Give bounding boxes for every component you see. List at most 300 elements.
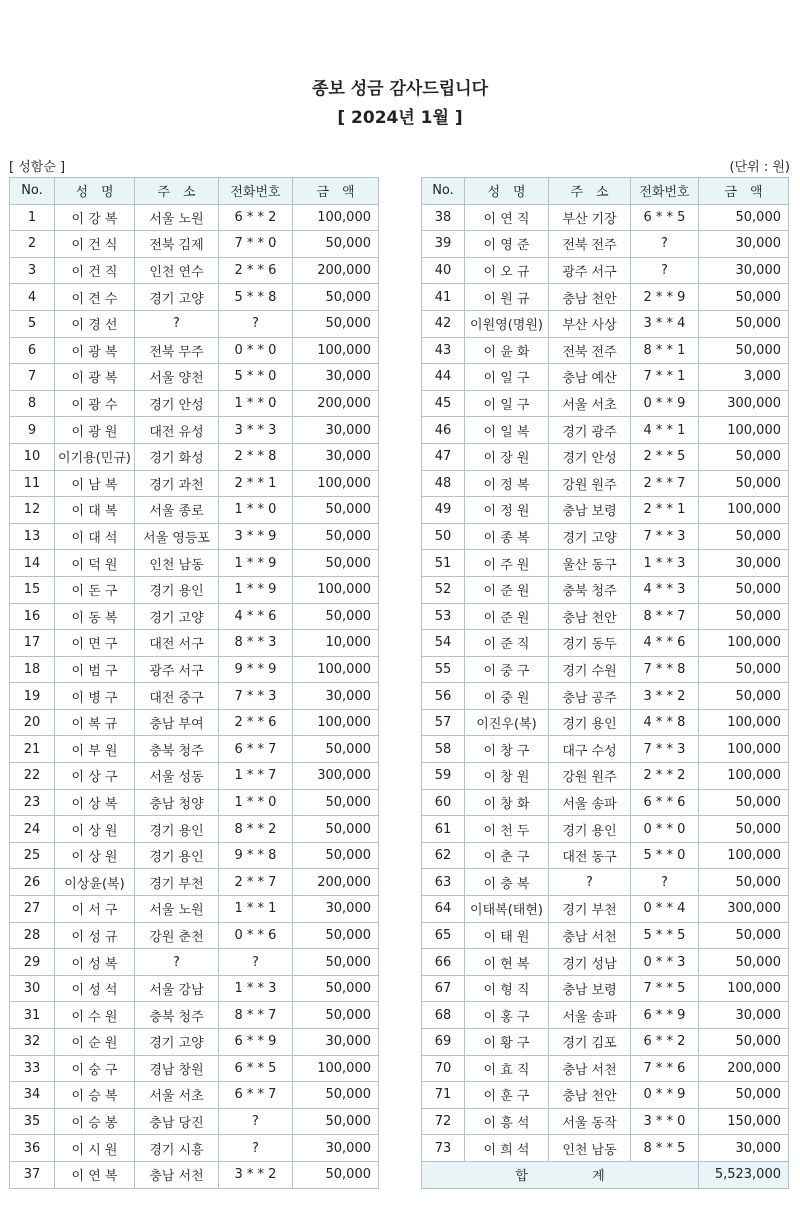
cell-no: 64	[422, 896, 465, 923]
cell-address: 인천 남동	[549, 1135, 631, 1162]
table-row	[422, 922, 789, 949]
cell-phone: 3 * * 2	[219, 1161, 293, 1188]
cell-no: 73	[422, 1135, 465, 1162]
cell-name: 이 춘 구	[465, 842, 549, 869]
cell-amount: 50,000	[699, 789, 789, 816]
cell-phone: 6 * * 7	[219, 1082, 293, 1109]
cell-address: 강원 춘천	[135, 922, 219, 949]
cell-address: 서울 종로	[135, 497, 219, 524]
cell-name: 이 윤 화	[465, 337, 549, 364]
cell-no: 42	[422, 310, 465, 337]
cell-name: 이 주 원	[465, 550, 549, 577]
table-row	[10, 683, 379, 710]
cell-no: 66	[422, 949, 465, 976]
cell-no: 21	[10, 736, 55, 763]
cell-name: 이 돈 구	[55, 576, 135, 603]
cell-address: 경기 고양	[135, 1029, 219, 1056]
cell-phone: 5 * * 0	[219, 364, 293, 391]
cell-phone: 2 * * 6	[219, 257, 293, 284]
cell-name: 이 복 규	[55, 709, 135, 736]
cell-address: 서울 동작	[549, 1108, 631, 1135]
cell-address: 강원 원주	[549, 470, 631, 497]
cell-amount: 50,000	[293, 231, 379, 258]
table-row	[10, 310, 379, 337]
cell-no: 17	[10, 630, 55, 657]
cell-name: 이 상 복	[55, 789, 135, 816]
cell-amount: 50,000	[293, 816, 379, 843]
cell-no: 27	[10, 896, 55, 923]
cell-address: 대전 유성	[135, 417, 219, 444]
cell-address: 대전 서구	[135, 630, 219, 657]
cell-phone: 8 * * 7	[219, 1002, 293, 1029]
cell-amount: 50,000	[293, 1082, 379, 1109]
cell-phone: 9 * * 9	[219, 656, 293, 683]
cell-address: 충북 청주	[135, 1002, 219, 1029]
cell-name: 이 연 복	[55, 1161, 135, 1188]
cell-phone: 8 * * 7	[631, 603, 699, 630]
cell-amount: 50,000	[699, 523, 789, 550]
cell-name: 이진우(복)	[465, 709, 549, 736]
cell-address: 충남 천안	[549, 1082, 631, 1109]
cell-phone: ?	[631, 869, 699, 896]
cell-phone: 1 * * 3	[631, 550, 699, 577]
cell-phone: ?	[219, 949, 293, 976]
cell-amount: 100,000	[293, 470, 379, 497]
table-row	[422, 390, 789, 417]
cell-no: 52	[422, 576, 465, 603]
cell-name: 이기용(민규)	[55, 443, 135, 470]
cell-no: 11	[10, 470, 55, 497]
cell-phone: 5 * * 8	[219, 284, 293, 311]
cell-amount: 50,000	[293, 284, 379, 311]
table-row	[422, 603, 789, 630]
cell-no: 59	[422, 763, 465, 790]
cell-name: 이 준 원	[465, 576, 549, 603]
table-row	[10, 896, 379, 923]
cell-name: 이 병 구	[55, 683, 135, 710]
table-row	[422, 736, 789, 763]
cell-name: 이 광 복	[55, 337, 135, 364]
table-row	[10, 603, 379, 630]
cell-address: 충남 서천	[549, 922, 631, 949]
cell-phone: 1 * * 7	[219, 763, 293, 790]
cell-phone: 2 * * 7	[631, 470, 699, 497]
cell-amount: 30,000	[699, 1135, 789, 1162]
cell-address: 서울 노원	[135, 204, 219, 231]
cell-phone: 3 * * 9	[219, 523, 293, 550]
cell-amount: 50,000	[293, 922, 379, 949]
table-row	[10, 417, 379, 444]
table-row	[10, 204, 379, 231]
cell-amount: 50,000	[699, 443, 789, 470]
cell-phone: 4 * * 6	[631, 630, 699, 657]
cell-amount: 30,000	[293, 417, 379, 444]
cell-name: 이 형 직	[465, 975, 549, 1002]
cell-no: 31	[10, 1002, 55, 1029]
table-row	[10, 364, 379, 391]
cell-address: 서울 송파	[549, 1002, 631, 1029]
cell-phone: 5 * * 5	[631, 922, 699, 949]
table-row	[10, 523, 379, 550]
cell-address: 전북 전주	[549, 337, 631, 364]
cell-no: 30	[10, 975, 55, 1002]
table-row	[10, 497, 379, 524]
table-row	[422, 497, 789, 524]
cell-name: 이 성 규	[55, 922, 135, 949]
cell-name: 이 연 직	[465, 204, 549, 231]
table-row	[422, 337, 789, 364]
cell-name: 이 승 복	[55, 1082, 135, 1109]
cell-amount: 50,000	[293, 550, 379, 577]
table-row	[422, 231, 789, 258]
table-row	[422, 1108, 789, 1135]
cell-no: 3	[10, 257, 55, 284]
table-row	[10, 656, 379, 683]
table-row	[422, 284, 789, 311]
table-row	[10, 1082, 379, 1109]
sort-label: [ 성함순 ]	[9, 160, 66, 175]
cell-amount: 30,000	[293, 364, 379, 391]
cell-phone: 8 * * 3	[219, 630, 293, 657]
cell-name: 이 효 직	[465, 1055, 549, 1082]
cell-name: 이 준 직	[465, 630, 549, 657]
cell-phone: ?	[219, 310, 293, 337]
cell-phone: ?	[631, 231, 699, 258]
table-row	[10, 231, 379, 258]
cell-address: 전북 김제	[135, 231, 219, 258]
cell-address: 경기 시흥	[135, 1135, 219, 1162]
col-header-amount: 금 액	[699, 178, 789, 205]
cell-amount: 50,000	[293, 1002, 379, 1029]
cell-no: 60	[422, 789, 465, 816]
cell-amount: 50,000	[293, 789, 379, 816]
cell-no: 48	[422, 470, 465, 497]
cell-address: 경기 성남	[549, 949, 631, 976]
table-row	[10, 975, 379, 1002]
cell-amount: 50,000	[699, 603, 789, 630]
cell-address: 대전 중구	[135, 683, 219, 710]
table-row	[422, 709, 789, 736]
col-header-name: 성 명	[55, 178, 135, 205]
cell-name: 이 충 복	[465, 869, 549, 896]
cell-address: 경기 부천	[135, 869, 219, 896]
cell-amount: 50,000	[699, 869, 789, 896]
cell-amount: 30,000	[293, 443, 379, 470]
table-row	[422, 1029, 789, 1056]
cell-name: 이 견 수	[55, 284, 135, 311]
table-row	[422, 949, 789, 976]
cell-address: 경기 용인	[549, 709, 631, 736]
cell-name: 이 홍 구	[465, 1002, 549, 1029]
cell-address: 서울 양천	[135, 364, 219, 391]
cell-amount: 100,000	[293, 337, 379, 364]
cell-phone: 1 * * 9	[219, 576, 293, 603]
cell-amount: 200,000	[293, 257, 379, 284]
table-row	[10, 1161, 379, 1188]
cell-no: 2	[10, 231, 55, 258]
cell-no: 55	[422, 656, 465, 683]
cell-name: 이 동 복	[55, 603, 135, 630]
cell-address: 인천 연수	[135, 257, 219, 284]
cell-name: 이 일 구	[465, 364, 549, 391]
table-row	[422, 683, 789, 710]
cell-name: 이 훈 구	[465, 1082, 549, 1109]
table-row	[10, 763, 379, 790]
cell-amount: 50,000	[699, 656, 789, 683]
cell-amount: 50,000	[699, 337, 789, 364]
cell-name: 이 건 직	[55, 257, 135, 284]
cell-phone: 2 * * 7	[219, 869, 293, 896]
cell-phone: 1 * * 9	[219, 550, 293, 577]
cell-phone: 1 * * 3	[219, 975, 293, 1002]
cell-phone: 6 * * 2	[631, 1029, 699, 1056]
cell-no: 16	[10, 603, 55, 630]
table-row	[422, 443, 789, 470]
cell-address: 경기 수원	[549, 656, 631, 683]
cell-phone: 7 * * 3	[219, 683, 293, 710]
cell-name: 이상윤(복)	[55, 869, 135, 896]
cell-amount: 300,000	[293, 763, 379, 790]
header-row	[422, 178, 789, 205]
cell-name: 이 황 구	[465, 1029, 549, 1056]
cell-no: 51	[422, 550, 465, 577]
table-row	[10, 470, 379, 497]
cell-phone: 8 * * 1	[631, 337, 699, 364]
cell-amount: 100,000	[699, 417, 789, 444]
cell-phone: 9 * * 8	[219, 842, 293, 869]
cell-no: 38	[422, 204, 465, 231]
total-row	[422, 1161, 789, 1188]
cell-amount: 100,000	[293, 656, 379, 683]
cell-name: 이 창 화	[465, 789, 549, 816]
cell-address: 충남 서천	[135, 1161, 219, 1188]
cell-name: 이 태 원	[465, 922, 549, 949]
table-row	[422, 417, 789, 444]
cell-no: 6	[10, 337, 55, 364]
cell-address: 경기 용인	[135, 816, 219, 843]
cell-phone: 6 * * 7	[219, 736, 293, 763]
cell-name: 이태복(태현)	[465, 896, 549, 923]
cell-address: 경기 고양	[135, 603, 219, 630]
cell-name: 이 건 식	[55, 231, 135, 258]
cell-no: 69	[422, 1029, 465, 1056]
cell-amount: 50,000	[699, 683, 789, 710]
cell-address: 경기 광주	[549, 417, 631, 444]
cell-name: 이 창 구	[465, 736, 549, 763]
cell-address: 서울 송파	[549, 789, 631, 816]
cell-phone: 3 * * 0	[631, 1108, 699, 1135]
cell-amount: 50,000	[293, 1161, 379, 1188]
cell-no: 46	[422, 417, 465, 444]
cell-name: 이 종 복	[465, 523, 549, 550]
cell-phone: 4 * * 3	[631, 576, 699, 603]
table-row	[422, 1002, 789, 1029]
table-row	[10, 709, 379, 736]
cell-phone: 7 * * 5	[631, 975, 699, 1002]
cell-amount: 30,000	[293, 683, 379, 710]
cell-amount: 3,000	[699, 364, 789, 391]
cell-amount: 50,000	[699, 310, 789, 337]
cell-no: 8	[10, 390, 55, 417]
cell-phone: 4 * * 6	[219, 603, 293, 630]
cell-name: 이 원 규	[465, 284, 549, 311]
cell-no: 65	[422, 922, 465, 949]
table-row	[10, 1135, 379, 1162]
cell-name: 이 희 석	[465, 1135, 549, 1162]
cell-no: 44	[422, 364, 465, 391]
cell-address: 대전 동구	[549, 842, 631, 869]
col-header-no: No.	[10, 178, 55, 205]
cell-amount: 50,000	[699, 922, 789, 949]
table-row	[10, 922, 379, 949]
cell-no: 26	[10, 869, 55, 896]
cell-name: 이 천 두	[465, 816, 549, 843]
cell-name: 이 광 복	[55, 364, 135, 391]
cell-address: ?	[135, 949, 219, 976]
cell-no: 40	[422, 257, 465, 284]
cell-address: 서울 영등포	[135, 523, 219, 550]
cell-amount: 30,000	[699, 257, 789, 284]
cell-phone: 5 * * 0	[631, 842, 699, 869]
cell-name: 이 부 원	[55, 736, 135, 763]
cell-phone: 7 * * 3	[631, 736, 699, 763]
cell-name: 이 상 원	[55, 816, 135, 843]
cell-amount: 300,000	[699, 390, 789, 417]
cell-name: 이 상 구	[55, 763, 135, 790]
cell-amount: 50,000	[293, 975, 379, 1002]
table-row	[422, 816, 789, 843]
table-row	[422, 869, 789, 896]
cell-phone: ?	[219, 1108, 293, 1135]
cell-no: 57	[422, 709, 465, 736]
table-row	[10, 550, 379, 577]
cell-address: 충북 청주	[549, 576, 631, 603]
cell-address: 대구 수성	[549, 736, 631, 763]
cell-name: 이 정 원	[465, 497, 549, 524]
cell-no: 54	[422, 630, 465, 657]
cell-phone: 0 * * 9	[631, 1082, 699, 1109]
cell-name: 이 준 원	[465, 603, 549, 630]
cell-address: 경기 용인	[135, 842, 219, 869]
cell-address: 경기 용인	[135, 576, 219, 603]
cell-address: 충남 서천	[549, 1055, 631, 1082]
cell-name: 이 남 복	[55, 470, 135, 497]
cell-address: 인천 남동	[135, 550, 219, 577]
cell-amount: 100,000	[699, 736, 789, 763]
cell-address: 경기 부천	[549, 896, 631, 923]
donor-table-left	[9, 177, 379, 1189]
table-row	[422, 1055, 789, 1082]
table-row	[10, 1029, 379, 1056]
cell-phone: 0 * * 9	[631, 390, 699, 417]
cell-phone: 6 * * 9	[219, 1029, 293, 1056]
cell-no: 34	[10, 1082, 55, 1109]
cell-no: 56	[422, 683, 465, 710]
cell-amount: 50,000	[699, 576, 789, 603]
cell-name: 이 일 구	[465, 390, 549, 417]
cell-amount: 30,000	[293, 1029, 379, 1056]
cell-phone: 6 * * 5	[219, 1055, 293, 1082]
cell-phone: 7 * * 3	[631, 523, 699, 550]
table-row	[422, 470, 789, 497]
cell-no: 71	[422, 1082, 465, 1109]
cell-address: 경기 화성	[135, 443, 219, 470]
table-row	[422, 257, 789, 284]
unit-label: (단위 : 원)	[729, 160, 790, 175]
cell-address: 경기 동두	[549, 630, 631, 657]
cell-phone: 0 * * 0	[219, 337, 293, 364]
cell-amount: 30,000	[293, 1135, 379, 1162]
table-row	[422, 523, 789, 550]
header-row	[10, 178, 379, 205]
table-row	[10, 1055, 379, 1082]
table-row	[10, 869, 379, 896]
cell-no: 68	[422, 1002, 465, 1029]
cell-name: 이 중 원	[465, 683, 549, 710]
cell-address: 강원 원주	[549, 763, 631, 790]
table-row	[10, 1108, 379, 1135]
table-row	[10, 949, 379, 976]
cell-amount: 50,000	[699, 816, 789, 843]
cell-address: 충남 당진	[135, 1108, 219, 1135]
total-amount: 5,523,000	[699, 1161, 789, 1188]
cell-phone: 2 * * 9	[631, 284, 699, 311]
cell-no: 24	[10, 816, 55, 843]
cell-name: 이 영 준	[465, 231, 549, 258]
cell-address: 전북 전주	[549, 231, 631, 258]
cell-phone: 8 * * 2	[219, 816, 293, 843]
table-row	[10, 284, 379, 311]
table-row	[10, 842, 379, 869]
cell-address: 충북 청주	[135, 736, 219, 763]
cell-phone: 1 * * 0	[219, 497, 293, 524]
cell-phone: 7 * * 1	[631, 364, 699, 391]
cell-phone: 4 * * 1	[631, 417, 699, 444]
cell-no: 14	[10, 550, 55, 577]
cell-no: 19	[10, 683, 55, 710]
cell-amount: 30,000	[699, 231, 789, 258]
cell-amount: 100,000	[699, 763, 789, 790]
cell-name: 이 범 구	[55, 656, 135, 683]
cell-name: 이 창 원	[465, 763, 549, 790]
table-row	[10, 1002, 379, 1029]
cell-no: 70	[422, 1055, 465, 1082]
page-title: 종보 성금 감사드립니다	[311, 79, 489, 99]
cell-name: 이 덕 원	[55, 550, 135, 577]
cell-no: 25	[10, 842, 55, 869]
cell-phone: 0 * * 6	[219, 922, 293, 949]
cell-address: 울산 동구	[549, 550, 631, 577]
col-header-phone: 전화번호	[219, 178, 293, 205]
cell-amount: 50,000	[293, 842, 379, 869]
table-row	[10, 390, 379, 417]
cell-address: 경남 창원	[135, 1055, 219, 1082]
cell-no: 20	[10, 709, 55, 736]
cell-phone: 7 * * 0	[219, 231, 293, 258]
table-row	[10, 576, 379, 603]
cell-no: 1	[10, 204, 55, 231]
col-header-phone: 전화번호	[631, 178, 699, 205]
table-row	[10, 443, 379, 470]
cell-name: 이 수 원	[55, 1002, 135, 1029]
table-row	[422, 975, 789, 1002]
cell-name: 이 강 복	[55, 204, 135, 231]
cell-amount: 30,000	[699, 550, 789, 577]
cell-name: 이 일 복	[465, 417, 549, 444]
cell-amount: 50,000	[293, 497, 379, 524]
cell-address: 충남 보령	[549, 497, 631, 524]
cell-address: 경기 고양	[135, 284, 219, 311]
